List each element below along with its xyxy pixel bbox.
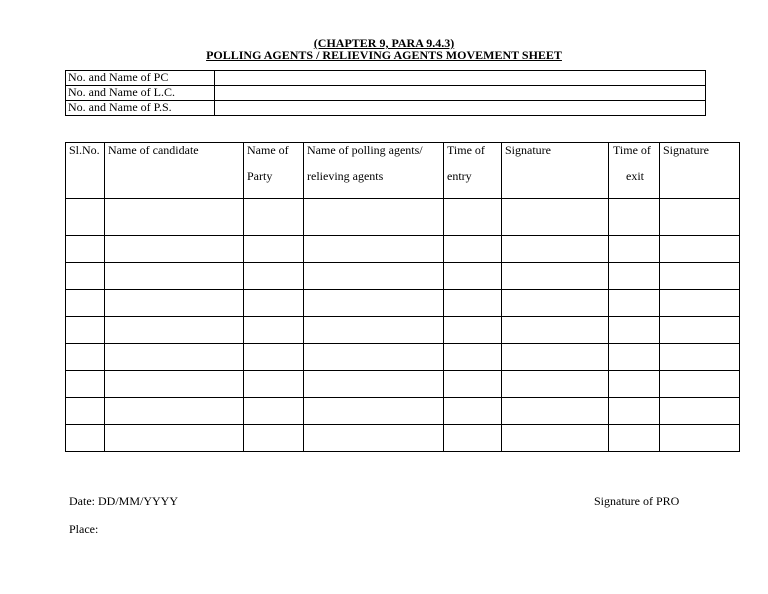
table-cell[interactable]: [609, 371, 660, 398]
table-cell[interactable]: [105, 425, 244, 452]
table-cell[interactable]: [502, 290, 609, 317]
chapter-reference: (CHAPTER 9, PARA 9.4.3): [313, 36, 455, 50]
table-cell[interactable]: [660, 236, 740, 263]
header-exit-line2: exit: [626, 169, 644, 183]
table-cell[interactable]: [444, 236, 502, 263]
table-cell[interactable]: [660, 398, 740, 425]
table-cell[interactable]: [304, 236, 444, 263]
table-cell[interactable]: [609, 317, 660, 344]
info-label-lc: No. and Name of L.C.: [66, 86, 215, 101]
table-cell[interactable]: [609, 290, 660, 317]
table-cell[interactable]: [105, 199, 244, 236]
table-cell[interactable]: [444, 398, 502, 425]
table-cell[interactable]: [105, 344, 244, 371]
table-cell[interactable]: [304, 344, 444, 371]
table-cell[interactable]: [444, 263, 502, 290]
table-cell[interactable]: [660, 290, 740, 317]
table-cell[interactable]: [105, 371, 244, 398]
table-row: [66, 290, 740, 317]
movement-header-row: [66, 143, 740, 199]
table-cell[interactable]: [502, 199, 609, 236]
table-cell[interactable]: [244, 425, 304, 452]
info-row-lc: [66, 86, 706, 101]
table-cell[interactable]: [244, 263, 304, 290]
info-value-ps[interactable]: [215, 101, 706, 116]
table-row: [66, 199, 740, 236]
header-entry-line1: Time of: [447, 143, 485, 157]
info-table: [65, 70, 706, 116]
sheet-title: POLLING AGENTS / RELIEVING AGENTS MOVEMENT SHEET: [206, 48, 562, 62]
header-candidate: [105, 143, 244, 199]
header-signature-entry: [502, 143, 609, 199]
header-exit: [609, 143, 660, 199]
table-cell[interactable]: [444, 317, 502, 344]
table-cell[interactable]: [304, 290, 444, 317]
table-cell[interactable]: [502, 263, 609, 290]
header-signature-exit: [660, 143, 740, 199]
table-cell[interactable]: [244, 344, 304, 371]
header-sl-no: [66, 143, 105, 199]
info-row-pc: [66, 71, 706, 86]
table-cell[interactable]: [444, 371, 502, 398]
table-cell[interactable]: [444, 344, 502, 371]
table-cell[interactable]: [304, 199, 444, 236]
table-row: [66, 344, 740, 371]
table-cell[interactable]: [502, 236, 609, 263]
table-cell[interactable]: [444, 290, 502, 317]
table-cell[interactable]: [304, 263, 444, 290]
table-row: [66, 371, 740, 398]
header-exit-line1: Time of: [613, 143, 651, 157]
table-cell[interactable]: [105, 290, 244, 317]
table-cell[interactable]: [304, 371, 444, 398]
table-cell[interactable]: [304, 425, 444, 452]
movement-table: [65, 142, 740, 452]
table-row: [66, 263, 740, 290]
header-signature-entry-text: Signature: [505, 143, 551, 157]
table-cell[interactable]: [660, 263, 740, 290]
table-cell[interactable]: [609, 236, 660, 263]
table-cell[interactable]: [304, 398, 444, 425]
table-cell[interactable]: [66, 344, 105, 371]
header-party-line1: Name of: [247, 143, 289, 157]
table-cell[interactable]: [444, 199, 502, 236]
table-cell[interactable]: [244, 371, 304, 398]
table-cell[interactable]: [244, 199, 304, 236]
table-cell[interactable]: [502, 398, 609, 425]
header-agents-line2: relieving agents: [307, 169, 384, 183]
header-candidate-text: Name of candidate: [108, 143, 199, 157]
table-cell[interactable]: [66, 371, 105, 398]
table-cell[interactable]: [66, 398, 105, 425]
table-cell[interactable]: [660, 317, 740, 344]
table-cell[interactable]: [66, 236, 105, 263]
table-cell[interactable]: [609, 263, 660, 290]
table-cell[interactable]: [66, 290, 105, 317]
header-agents: [304, 143, 444, 199]
table-cell[interactable]: [244, 398, 304, 425]
table-cell[interactable]: [66, 425, 105, 452]
table-cell[interactable]: [105, 398, 244, 425]
place-label: Place:: [69, 522, 99, 536]
table-cell[interactable]: [105, 263, 244, 290]
header-agents-line1: Name of polling agents/: [307, 143, 423, 157]
table-cell[interactable]: [244, 236, 304, 263]
pro-signature-label: Signature of PRO: [594, 494, 680, 508]
table-cell[interactable]: [660, 199, 740, 236]
info-value-lc[interactable]: [215, 86, 706, 101]
header-entry-line2: entry: [447, 169, 472, 183]
table-cell[interactable]: [66, 317, 105, 344]
table-cell[interactable]: [660, 425, 740, 452]
table-cell[interactable]: [502, 371, 609, 398]
table-cell[interactable]: [105, 317, 244, 344]
table-cell[interactable]: [244, 290, 304, 317]
table-cell[interactable]: [609, 398, 660, 425]
header-signature-exit-text: Signature: [663, 143, 709, 157]
table-cell[interactable]: [609, 425, 660, 452]
table-row: [66, 236, 740, 263]
table-cell[interactable]: [609, 199, 660, 236]
table-cell[interactable]: [660, 344, 740, 371]
header-party: [244, 143, 304, 199]
table-cell[interactable]: [502, 344, 609, 371]
table-cell[interactable]: [444, 425, 502, 452]
table-cell[interactable]: [244, 317, 304, 344]
table-cell[interactable]: [609, 344, 660, 371]
header-entry: [444, 143, 502, 199]
header-sl-no-text: Sl.No.: [69, 143, 100, 157]
table-cell[interactable]: [105, 236, 244, 263]
table-cell[interactable]: [304, 317, 444, 344]
date-label: Date: DD/MM/YYYY: [69, 494, 178, 508]
table-row: [66, 398, 740, 425]
table-cell[interactable]: [502, 317, 609, 344]
table-cell[interactable]: [660, 371, 740, 398]
info-label-ps: No. and Name of P.S.: [66, 101, 215, 116]
header-party-line2: Party: [247, 169, 273, 183]
table-cell[interactable]: [66, 263, 105, 290]
info-label-pc: No. and Name of PC: [66, 71, 215, 86]
info-row-ps: [66, 101, 706, 116]
movement-body: [66, 199, 740, 452]
info-value-pc[interactable]: [215, 71, 706, 86]
table-row: [66, 425, 740, 452]
table-cell[interactable]: [66, 199, 105, 236]
table-cell[interactable]: [502, 425, 609, 452]
table-row: [66, 317, 740, 344]
